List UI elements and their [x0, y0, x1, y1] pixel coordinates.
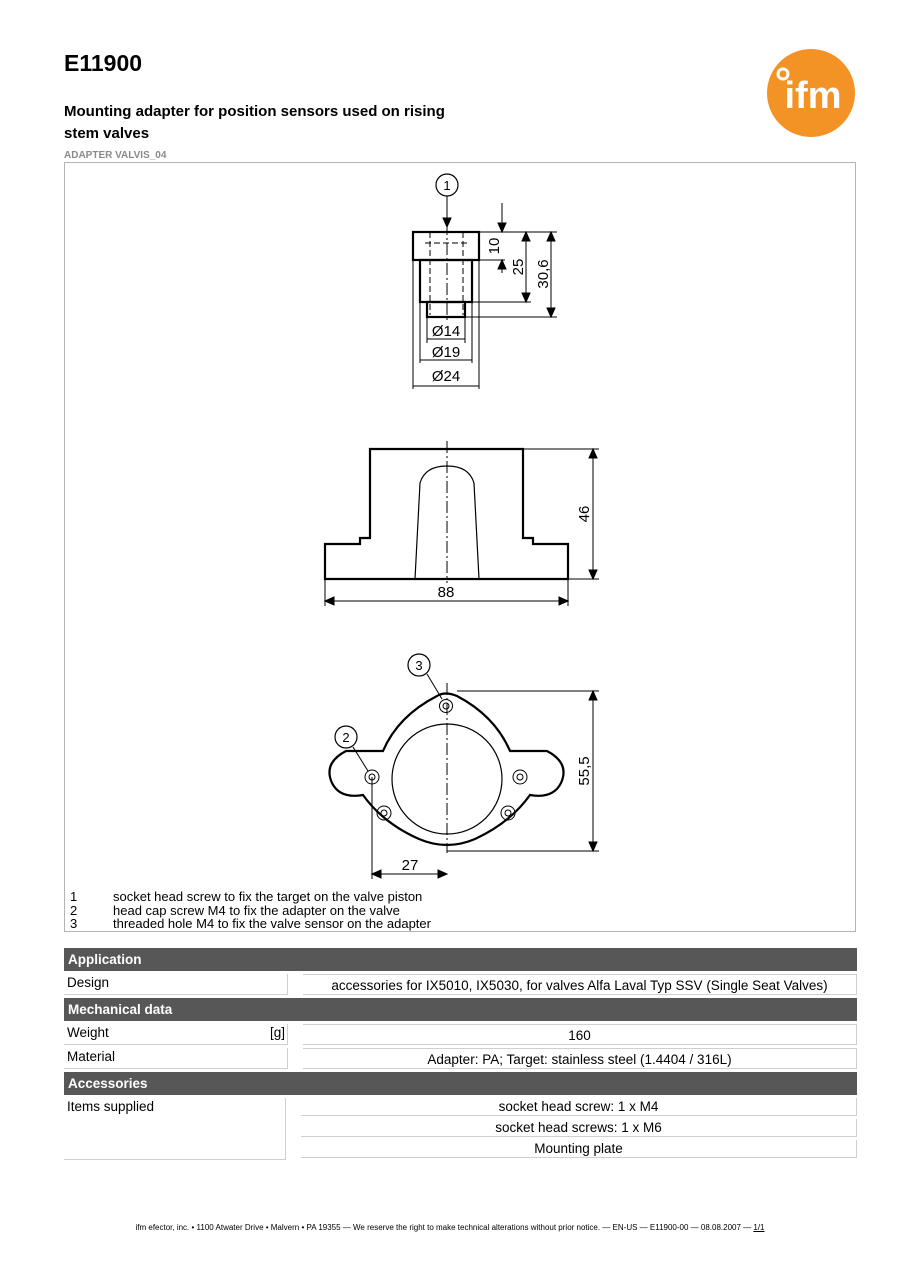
- spec-row-design: [64, 974, 857, 995]
- list-item: socket head screw: 1 x M4: [301, 1098, 857, 1116]
- spec-row-weight: [64, 1024, 857, 1045]
- material-value: Adapter: PA; Target: stainless steel (1.4404 / 316L): [303, 1048, 857, 1069]
- callout-1: 1: [443, 178, 451, 193]
- legend-text: socket head screw to fix the target on the valve piston: [113, 889, 423, 904]
- spec-label: [64, 974, 288, 995]
- footer-text: ifm efector, inc. • 1100 Atwater Drive • Malvern • PA 19355 — We reserve the right to make technical alterations without prior notice. — EN-US — E11900-00 — 08.08.2007 —: [135, 1223, 752, 1232]
- drawing-legend: [70, 890, 431, 931]
- drawing-svg: [65, 163, 857, 933]
- spec-label: [64, 1024, 288, 1045]
- dim-d24: Ø24: [431, 368, 461, 385]
- bottom-view: [329, 654, 599, 879]
- legend-text: threaded hole M4 to fix the valve sensor on the adapter: [113, 916, 431, 931]
- technical-drawing: [64, 162, 856, 932]
- legend-number: 1: [70, 889, 78, 904]
- target-view: [413, 174, 557, 389]
- page-number: 1/1: [753, 1223, 765, 1232]
- side-view: [325, 441, 599, 606]
- logo-text: ifm: [784, 75, 842, 117]
- dim-30-6: 30,6: [535, 259, 552, 289]
- dim-d14: Ø14: [431, 323, 461, 340]
- spec-label: [64, 1048, 288, 1069]
- design-label: Design: [67, 975, 110, 990]
- section-header-application: Application: [64, 948, 857, 971]
- spec-row-items-supplied: [64, 1098, 857, 1161]
- legend-text: head cap screw M4 to fix the adapter on the valve: [113, 902, 400, 918]
- legend-item: [70, 890, 431, 904]
- design-value: accessories for IX5010, IX5030, for valves Alfa Laval Typ SSV (Single Seat Valves): [303, 974, 857, 995]
- callout-2: 2: [342, 730, 350, 745]
- callout-3: 3: [415, 658, 423, 673]
- dim-27: 27: [401, 857, 419, 874]
- weight-label: Weight: [67, 1025, 109, 1040]
- weight-value: 160: [303, 1024, 857, 1045]
- dim-88: 88: [437, 584, 455, 601]
- dim-10: 10: [486, 237, 503, 255]
- legend-item: [70, 917, 431, 931]
- legend-number: 3: [70, 916, 78, 931]
- items-supplied-label: Items supplied: [64, 1098, 286, 1160]
- section-header-mechanical: Mechanical data: [64, 998, 857, 1021]
- dim-46: 46: [576, 505, 593, 523]
- drawing-label: ADAPTER VALVIS_04: [64, 150, 167, 161]
- page-footer: [0, 1223, 900, 1232]
- ifm-logo: [766, 48, 856, 138]
- items-supplied-list: [301, 1098, 857, 1161]
- dim-25: 25: [510, 258, 527, 276]
- list-item: Mounting plate: [301, 1140, 857, 1158]
- legend-number: 2: [70, 902, 78, 918]
- section-header-accessories: Accessories: [64, 1072, 857, 1095]
- legend-item: [70, 904, 431, 918]
- dim-55-5: 55,5: [576, 756, 593, 786]
- product-subtitle: Mounting adapter for position sensors used on rising stem valves: [64, 103, 445, 142]
- dim-d19: Ø19: [431, 344, 461, 361]
- weight-unit: [g]: [269, 1025, 285, 1040]
- spec-table: [64, 948, 857, 1161]
- product-code: E11900: [64, 50, 143, 76]
- list-item: socket head screws: 1 x M6: [301, 1119, 857, 1137]
- spec-row-material: [64, 1048, 857, 1069]
- material-label: Material: [67, 1049, 116, 1064]
